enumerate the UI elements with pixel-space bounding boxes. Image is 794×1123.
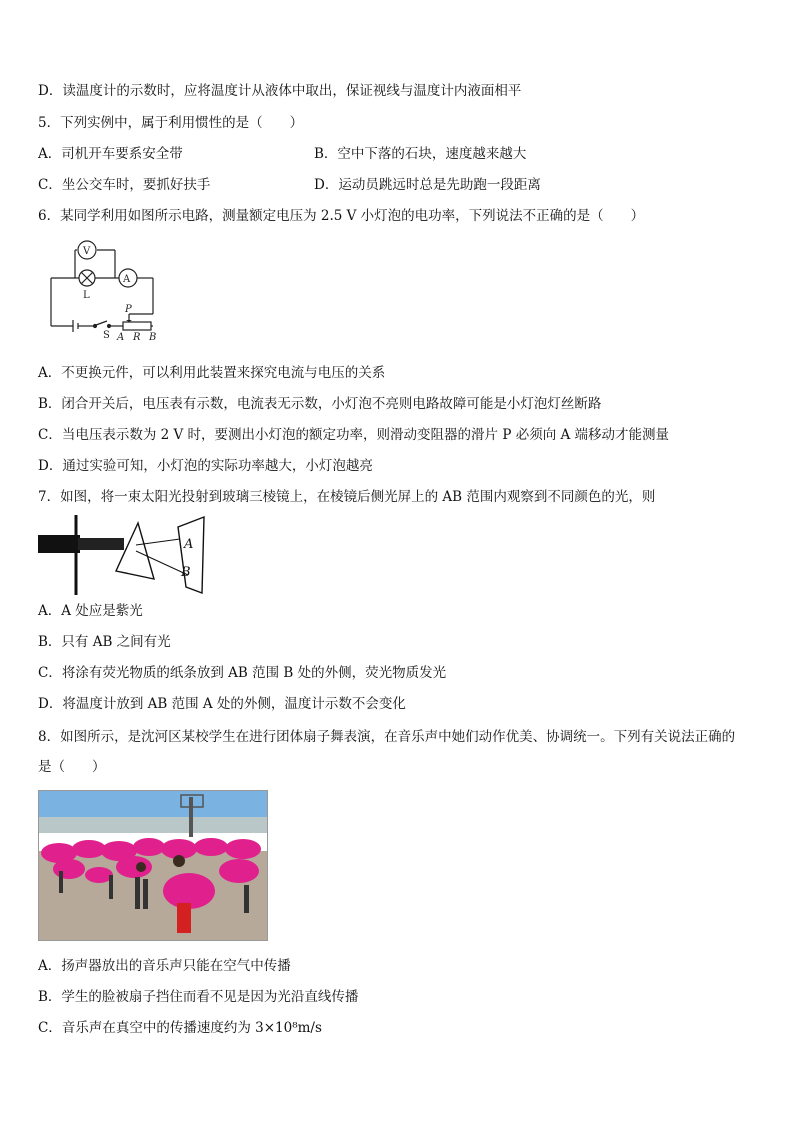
q6-option-d: D．通过实验可知，小灯泡的实际功率越大，小灯泡越亮 [38,458,373,474]
resistor-label: R [133,332,141,343]
question-8-continued: 是（ ） [38,759,106,775]
point-b-label: B [181,565,191,580]
q5-option-d: D．运动员跳远时总是先助跑一段距离 [314,177,541,193]
switch-label: S [103,330,110,341]
voltmeter-label: V [83,246,91,257]
question-6: 6．某同学利用如图所示电路，测量额定电压为 2.5 V 小灯泡的电功率，下列说法不正确的是（ ） [38,208,645,224]
point-a-label: A [184,537,194,552]
q5-option-b: B．空中下落的石块，速度越来越大 [314,146,527,162]
question-7: 7．如图，将一束太阳光投射到玻璃三棱镜上，在棱镜后侧光屏上的 AB 范围内观察到不同颜色的光，则 [38,489,656,505]
q7-option-b: B．只有 AB 之间有光 [38,634,171,650]
question-5: 5．下列实例中，属于利用惯性的是（ ） [38,115,304,131]
prism-diagram [38,515,212,595]
q7-option-a: A．A 处应是紫光 [38,603,143,619]
q8-option-a: A．扬声器放出的音乐声只能在空气中传播 [38,958,291,974]
circuit-diagram [45,238,165,344]
q6-option-a: A．不更换元件，可以利用此装置来探究电流与电压的关系 [38,365,386,381]
q7-option-c: C．将涂有荧光物质的纸条放到 AB 范围 B 处的外侧，荧光物质发光 [38,665,447,681]
q8-option-c: C．音乐声在真空中的传播速度约为 3×10⁸m/s [38,1020,322,1036]
q8-option-b: B．学生的脸被扇子挡住而看不见是因为光沿直线传播 [38,989,359,1005]
option-line: D．读温度计的示数时，应将温度计从液体中取出，保证视线与温度计内液面相平 [38,83,522,99]
slider-label: P [125,304,132,315]
q5-option-a: A．司机开车要系安全带 [38,146,183,162]
ammeter-label: A [123,274,131,285]
end-a-label: A [117,332,125,343]
end-b-label: B [149,332,157,343]
q5-option-c: C．坐公交车时，要抓好扶手 [38,177,211,193]
question-8: 8．如图所示，是沈河区某校学生在进行团体扇子舞表演，在音乐声中她们动作优美、协调统一。下列有关说法正确的 [38,729,736,745]
fan-dance-photo [38,790,268,941]
q7-option-d: D．将温度计放到 AB 范围 A 处的外侧，温度计示数不会变化 [38,696,406,712]
q6-option-b: B．闭合开关后，电压表有示数，电流表无示数，小灯泡不亮则电路故障可能是小灯泡灯丝断路 [38,396,602,412]
q6-option-c: C．当电压表示数为 2 V 时，要测出小灯泡的额定功率，则滑动变阻器的滑片 P 必须向 A 端移动才能测量 [38,427,670,443]
lamp-label: L [83,290,90,301]
